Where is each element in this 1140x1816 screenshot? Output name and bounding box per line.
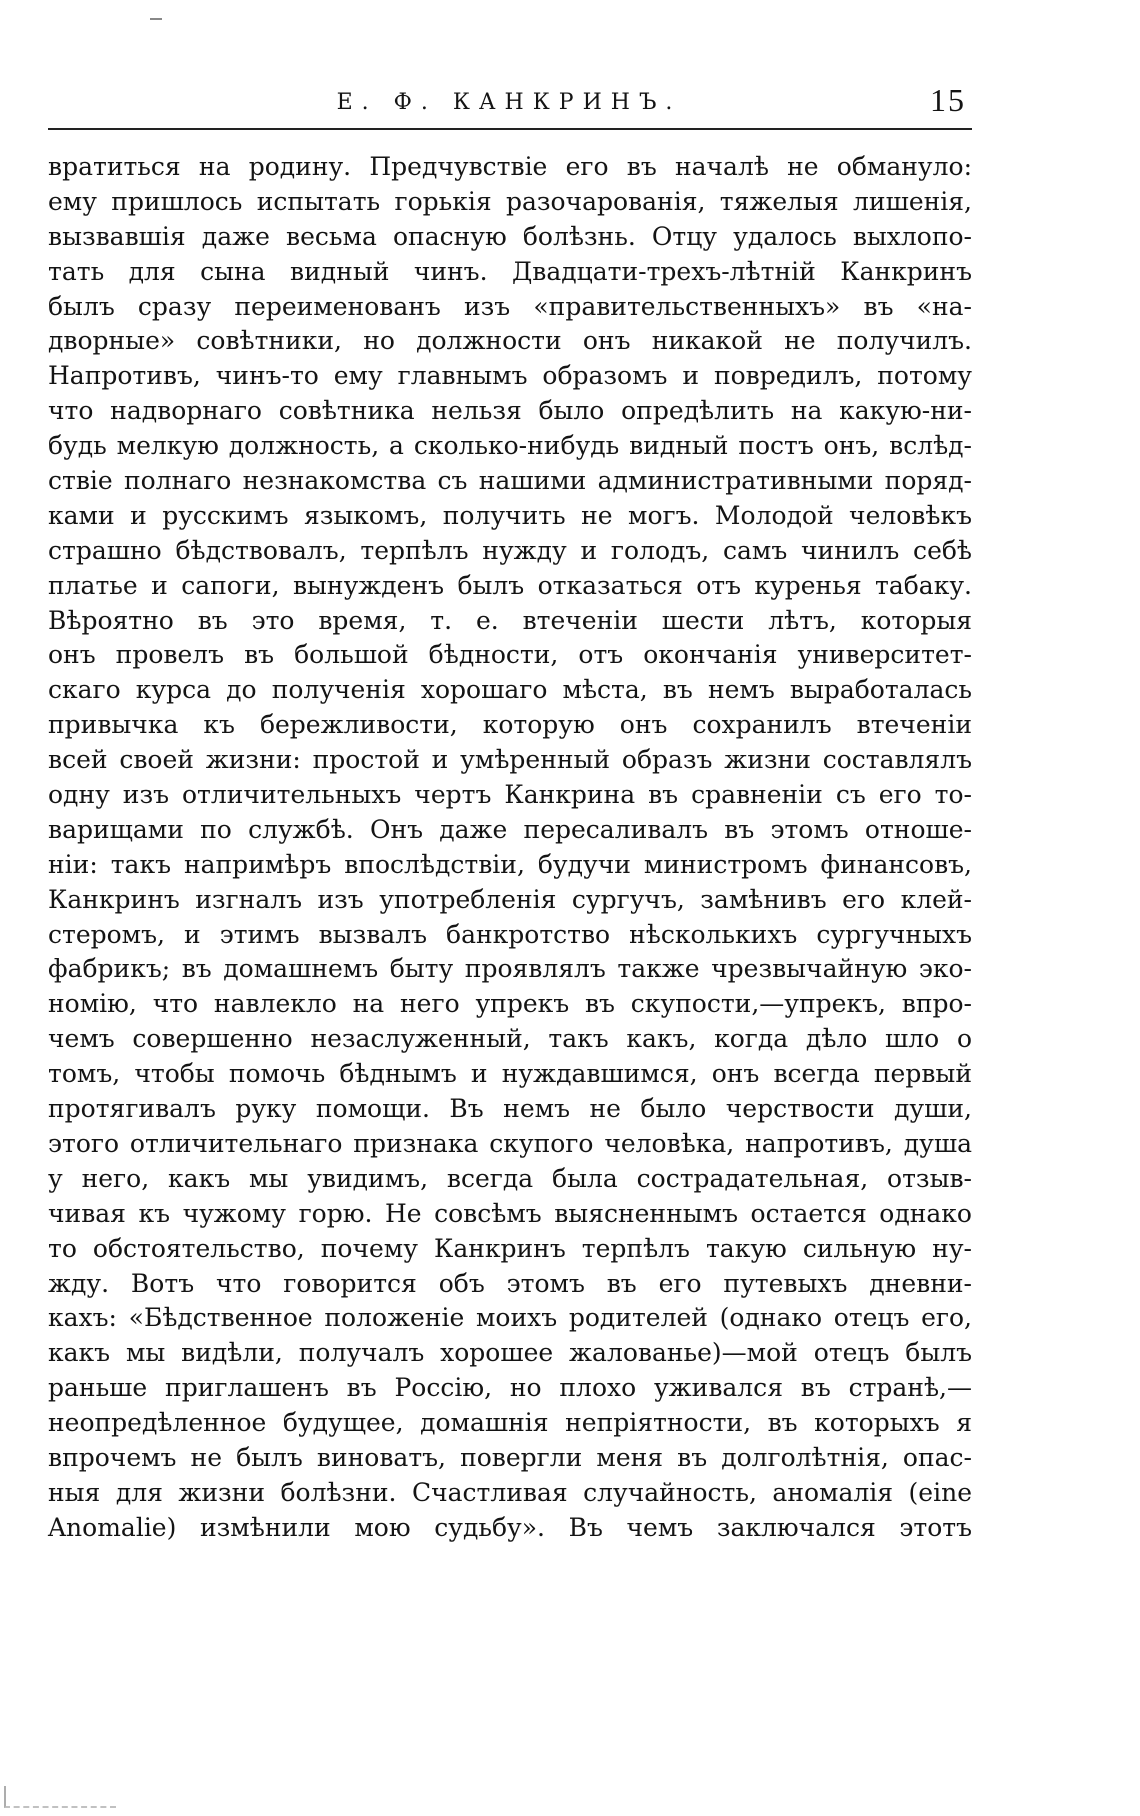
text-line: страшно бѣдствовалъ, терпѣлъ нужду и голодъ, самъ чинилъ себѣ [48, 535, 972, 565]
scan-corner-mark [4, 1786, 116, 1808]
text-line: ему пришлось испытать горькія разочарованія, тяжелыя лишенія, [48, 186, 972, 216]
text-line: ками и русскимъ языкомъ, получить не могъ. Молодой человѣкъ [48, 500, 972, 530]
text-line: всей своей жизни: простой и умѣренный образъ жизни составлялъ [48, 745, 972, 775]
running-head: Е. Ф. КАНКРИНЪ. [336, 90, 682, 115]
text-line: раньше приглашенъ въ Россію, но плохо уживался въ странѣ,— [48, 1373, 972, 1403]
text-line: вызвавшія даже весьма опасную болѣзнь. Отцу удалось выхлопо- [48, 221, 972, 251]
text-line: варищами по службѣ. Онъ даже пересаливалъ въ этомъ отноше- [48, 814, 972, 844]
text-line: неопредѣленное будущее, домашнія непріятности, въ которыхъ я [48, 1408, 972, 1438]
text-line: одну изъ отличительныхъ чертъ Канкрина въ сравненіи съ его то- [48, 780, 972, 810]
text-line: номію, что навлекло на него упрекъ въ скупости,—упрекъ, впро- [48, 989, 972, 1019]
text-line: Напротивъ, чинъ-то ему главнымъ образомъ и повредилъ, потому [48, 361, 972, 391]
text-line: чемъ совершенно незаслуженный, такъ какъ, когда дѣло шло о [48, 1024, 972, 1054]
text-line: Вѣроятно въ это время, т. е. втеченіи шести лѣтъ, которыя [48, 605, 972, 635]
text-line: фабрикъ; въ домашнемъ быту проявлялъ также чрезвычайную эко- [48, 954, 972, 984]
text-line: Канкринъ изгналъ изъ употребленія сургучъ, замѣнивъ его клей- [48, 884, 972, 914]
header-rule [48, 128, 972, 130]
text-line: вратиться на родину. Предчувствіе его въ началѣ не обмануло: [48, 152, 972, 181]
text-line: что надворнаго совѣтника нельзя было опредѣлить на какую-ни- [48, 396, 972, 426]
text-line: скаго курса до полученія хорошаго мѣста, въ немъ выработалась [48, 675, 972, 705]
text-line: то обстоятельство, почему Канкринъ терпѣлъ такую сильную ну- [48, 1233, 972, 1263]
print-mark [150, 18, 162, 20]
text-line: чивая къ чужому горю. Не совсѣмъ выясненнымъ остается однако [48, 1198, 972, 1228]
text-line: жду. Вотъ что говорится объ этомъ въ его путевыхъ дневни- [48, 1268, 972, 1298]
text-line: этого отличительнаго признака скупого человѣка, напротивъ, душа [48, 1128, 972, 1158]
page-number: 15 [930, 82, 966, 118]
text-line: ныя для жизни болѣзни. Счастливая случайность, аномалія (eine [48, 1477, 972, 1507]
text-line: тать для сына видный чинъ. Двадцати-трехъ-лѣтній Канкринъ [48, 256, 972, 286]
text-line: томъ, чтобы помочь бѣднымъ и нуждавшимся, онъ всегда первый [48, 1059, 972, 1089]
text-line: Anomalie) измѣнили мою судьбу». Въ чемъ заключался этотъ [48, 1512, 972, 1542]
text-line: платье и сапоги, вынужденъ былъ отказаться отъ куренья табаку. [48, 570, 972, 600]
text-line: ніи: такъ напримѣръ впослѣдствіи, будучи министромъ финансовъ, [48, 849, 972, 879]
text-line: былъ сразу переименованъ изъ «правительственныхъ» въ «на- [48, 291, 972, 321]
text-line: онъ провелъ въ большой бѣдности, отъ окончанія университет- [48, 640, 972, 670]
body-text [48, 150, 972, 1546]
text-line: ствіе полнаго незнакомства съ нашими административными поряд- [48, 466, 972, 496]
text-line: впрочемъ не былъ виноватъ, повергли меня въ долголѣтнія, опас- [48, 1442, 972, 1472]
page-header [48, 82, 970, 122]
text-line: у него, какъ мы увидимъ, всегда была сострадательная, отзыв- [48, 1163, 972, 1193]
text-line: привычка къ бережливости, которую онъ сохранилъ втеченіи [48, 710, 972, 740]
text-line: будь мелкую должность, а сколько-нибудь видный постъ онъ, вслѣд- [48, 431, 972, 461]
text-line: дворные» совѣтники, но должности онъ никакой не получилъ. [48, 326, 972, 356]
text-line: кахъ: «Бѣдственное положеніе моихъ родителей (однако отецъ его, [48, 1303, 972, 1333]
text-line: стеромъ, и этимъ вызвалъ банкротство нѣсколькихъ сургучныхъ [48, 919, 972, 949]
text-line: протягивалъ руку помощи. Въ немъ не было черствости души, [48, 1094, 972, 1124]
text-line: какъ мы видѣли, получалъ хорошее жалованье)—мой отецъ былъ [48, 1338, 972, 1368]
